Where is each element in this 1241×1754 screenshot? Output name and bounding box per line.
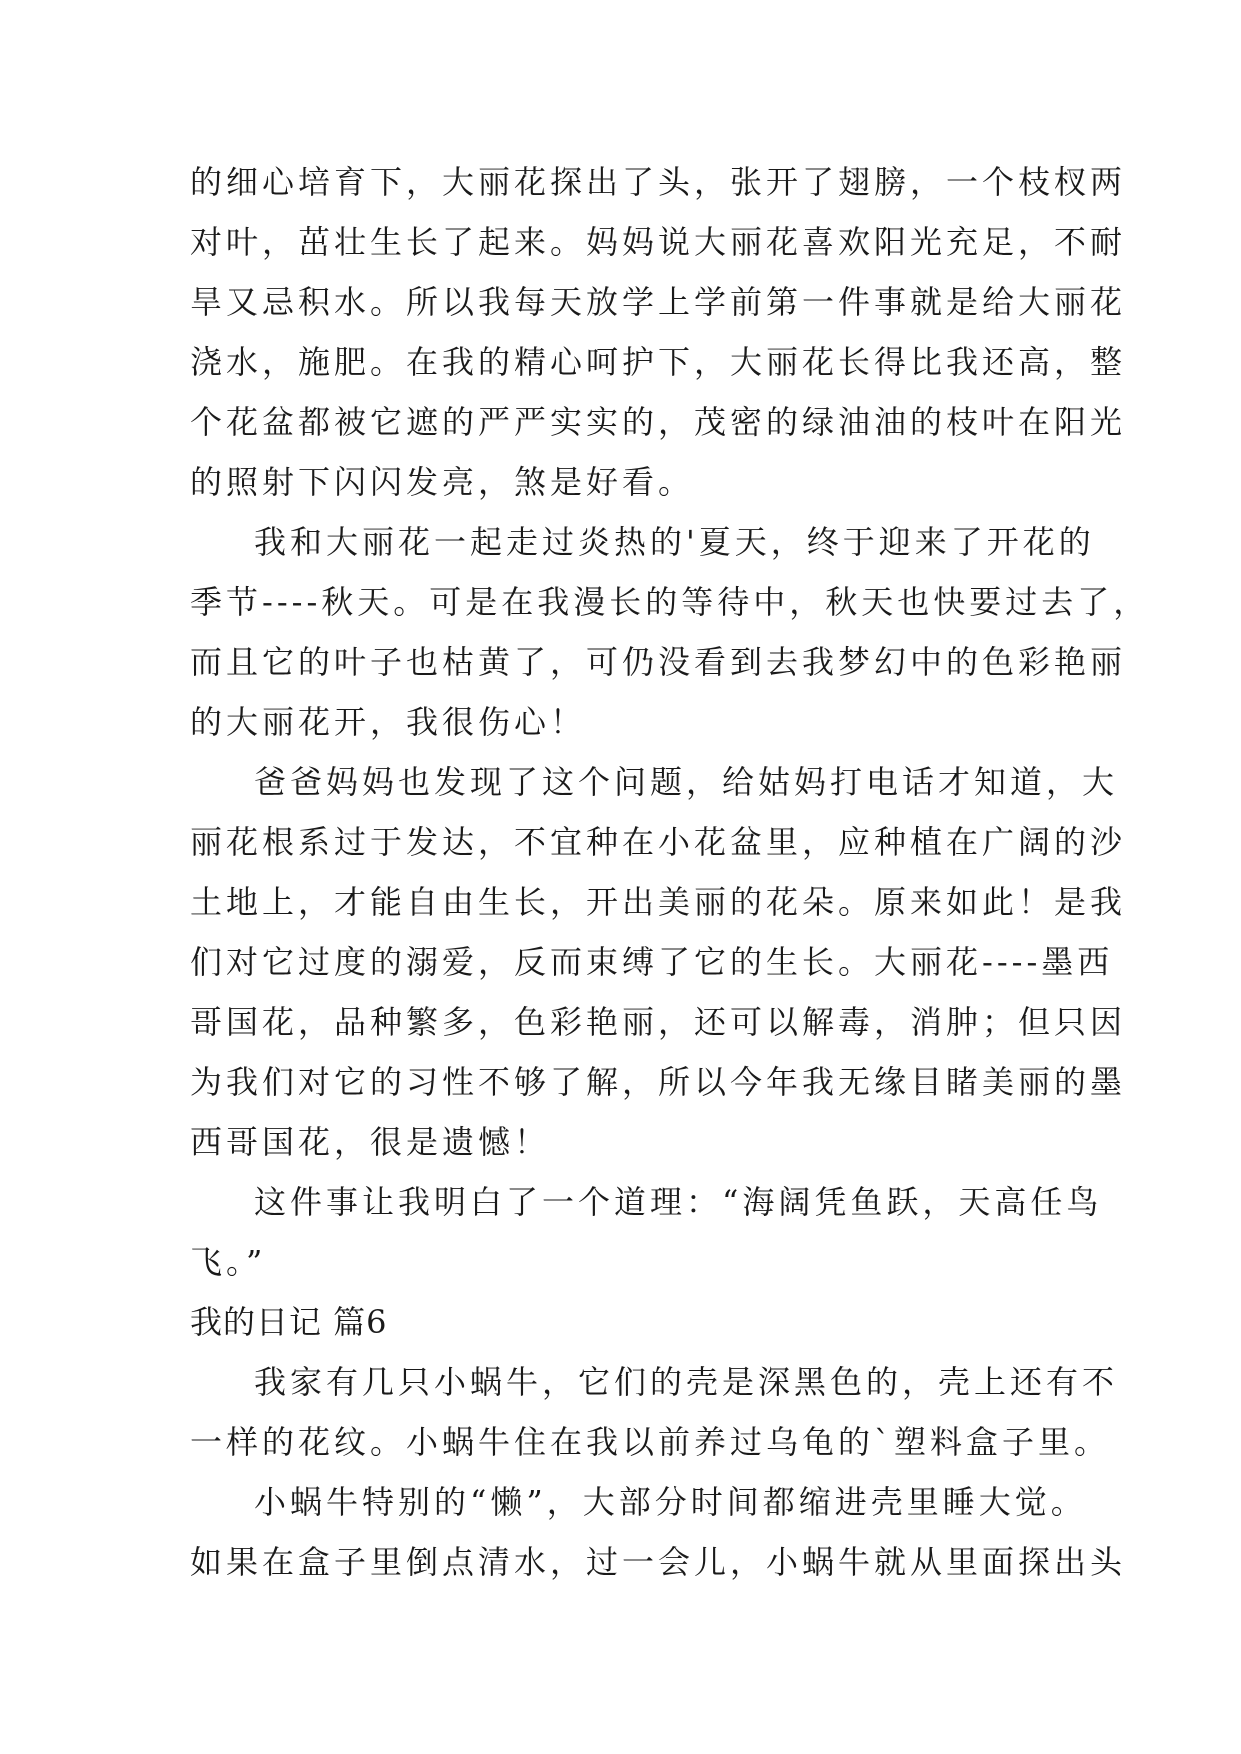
paragraph-first-line: 小蜗牛特别的“懒”，大部分时间都缩进壳里睡大觉。 [254,1483,1087,1521]
text-line: 的大丽花开，我很伤心！ [190,703,587,741]
text-line: 如果在盒子里倒点清水，过一会儿，小蜗牛就从里面探出头 [190,1543,1127,1581]
paragraph-first-line: 爸爸妈妈也发现了这个问题，给姑妈打电话才知道，大 [254,763,1119,801]
text-line: 土地上，才能自由生长，开出美丽的花朵。原来如此！是我 [190,883,1127,921]
text-line: 飞。” [190,1243,267,1281]
paragraph-first-line: 我和大丽花一起走过炎热的'夏天，终于迎来了开花的 [254,523,1095,561]
section-heading: 我的日记 篇6 [190,1303,388,1341]
text-line: 为我们对它的习性不够了解，所以今年我无缘目睹美丽的墨 [190,1063,1127,1101]
paragraph-first-line: 我家有几只小蜗牛，它们的壳是深黑色的，壳上还有不 [254,1363,1119,1401]
text-line: 季节----秋天。可是在我漫长的等待中，秋天也快要过去了， [190,583,1150,621]
text-line: 浇水，施肥。在我的精心呵护下，大丽花长得比我还高，整 [190,343,1127,381]
text-line: 的细心培育下，大丽花探出了头，张开了翅膀，一个枝杈两 [190,163,1127,201]
text-line: 旱又忌积水。所以我每天放学上学前第一件事就是给大丽花 [190,283,1127,321]
text-line: 们对它过度的溺爱，反而束缚了它的生长。大丽花----墨西 [190,943,1114,981]
text-line: 对叶，茁壮生长了起来。妈妈说大丽花喜欢阳光充足，不耐 [190,223,1127,261]
text-line: 一样的花纹。小蜗牛住在我以前养过乌龟的`塑料盒子里。 [190,1423,1111,1461]
paragraph-first-line: 这件事让我明白了一个道理：“海阔凭鱼跃，天高任鸟 [254,1183,1103,1221]
text-line: 的照射下闪闪发亮，煞是好看。 [190,463,695,501]
text-line: 而且它的叶子也枯黄了，可仍没看到去我梦幻中的色彩艳丽 [190,643,1127,681]
document-body [190,160,1150,1600]
text-line: 西哥国花，很是遗憾！ [190,1123,551,1161]
text-line: 个花盆都被它遮的严严实实的，茂密的绿油油的枝叶在阳光 [190,403,1127,441]
text-line: 哥国花，品种繁多，色彩艳丽，还可以解毒，消肿；但只因 [190,1003,1127,1041]
text-line: 丽花根系过于发达，不宜种在小花盆里，应种植在广阔的沙 [190,823,1127,861]
